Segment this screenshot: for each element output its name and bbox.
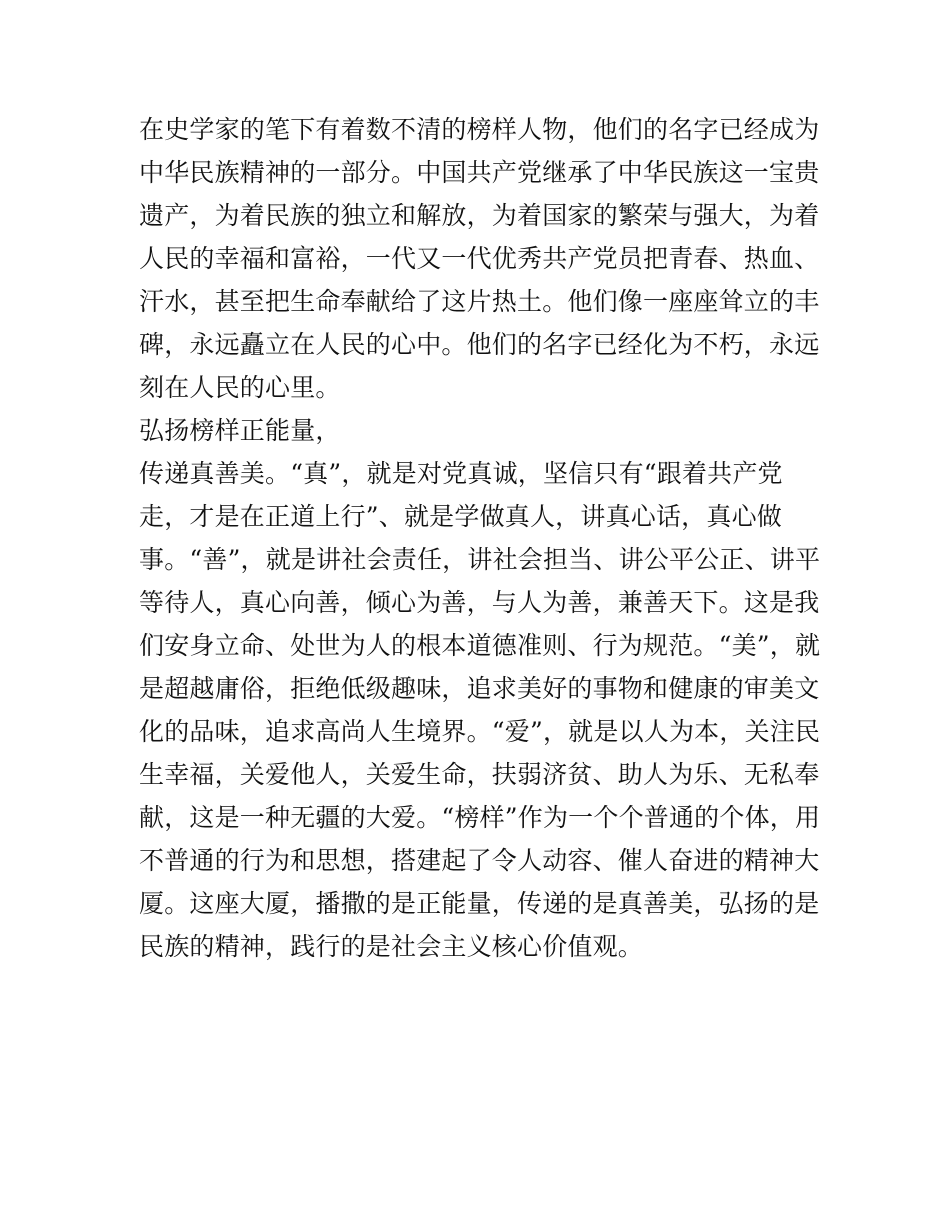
text-line: 们安身立命、处世为人的根本道德准则、行为规范。“美”，就 bbox=[139, 631, 821, 660]
text-line: 等待人，真心向善，倾心为善，与人为善，兼善天下。这是我 bbox=[139, 588, 820, 617]
text-line: 汗水，甚至把生命奉献给了这片热土。他们像一座座耸立的丰 bbox=[139, 287, 820, 316]
text-line: 刻在人民的心里。 bbox=[139, 373, 341, 402]
text-line: 不普通的行为和思想，搭建起了令人动容、催人奋进的精神大 bbox=[139, 846, 820, 875]
text-line: 中华民族精神的一部分。中国共产党继承了中华民族这一宝贵 bbox=[139, 158, 820, 187]
heading-line: 弘扬榜样正能量， bbox=[139, 416, 341, 445]
text-line: 化的品味，追求高尚人生境界。“爱”，就是以人为本，关注民 bbox=[139, 717, 821, 746]
text-line: 生幸福，关爱他人，关爱生命，扶弱济贫、助人为乐、无私奉 bbox=[139, 760, 820, 789]
body-text bbox=[139, 108, 819, 968]
text-line: 是超越庸俗，拒绝低级趣味，追求美好的事物和健康的审美文 bbox=[139, 674, 820, 703]
text-line: 在史学家的笔下有着数不清的榜样人物，他们的名字已经成为 bbox=[139, 115, 820, 144]
text-line: 厦。这座大厦，播撒的是正能量，传递的是真善美，弘扬的是 bbox=[139, 889, 820, 918]
text-line: 走，才是在正道上行”、就是学做真人，讲真心话，真心做 bbox=[139, 502, 782, 531]
text-line: 碑，永远矗立在人民的心中。他们的名字已经化为不朽，永远 bbox=[139, 330, 820, 359]
text-line: 人民的幸福和富裕，一代又一代优秀共产党员把青春、热血、 bbox=[139, 244, 820, 273]
text-line: 献，这是一种无疆的大爱。“榜样”作为一个个普通的个体，用 bbox=[139, 803, 821, 832]
text-line: 事。“善”，就是讲社会责任，讲社会担当、讲公平公正、讲平 bbox=[139, 545, 821, 574]
text-line: 民族的精神，践行的是社会主义核心价值观。 bbox=[139, 932, 644, 961]
text-line: 传递真善美。“真”，就是对党真诚，坚信只有“跟着共产党 bbox=[139, 459, 783, 488]
text-line: 遗产，为着民族的独立和解放，为着国家的繁荣与强大，为着 bbox=[139, 201, 820, 230]
